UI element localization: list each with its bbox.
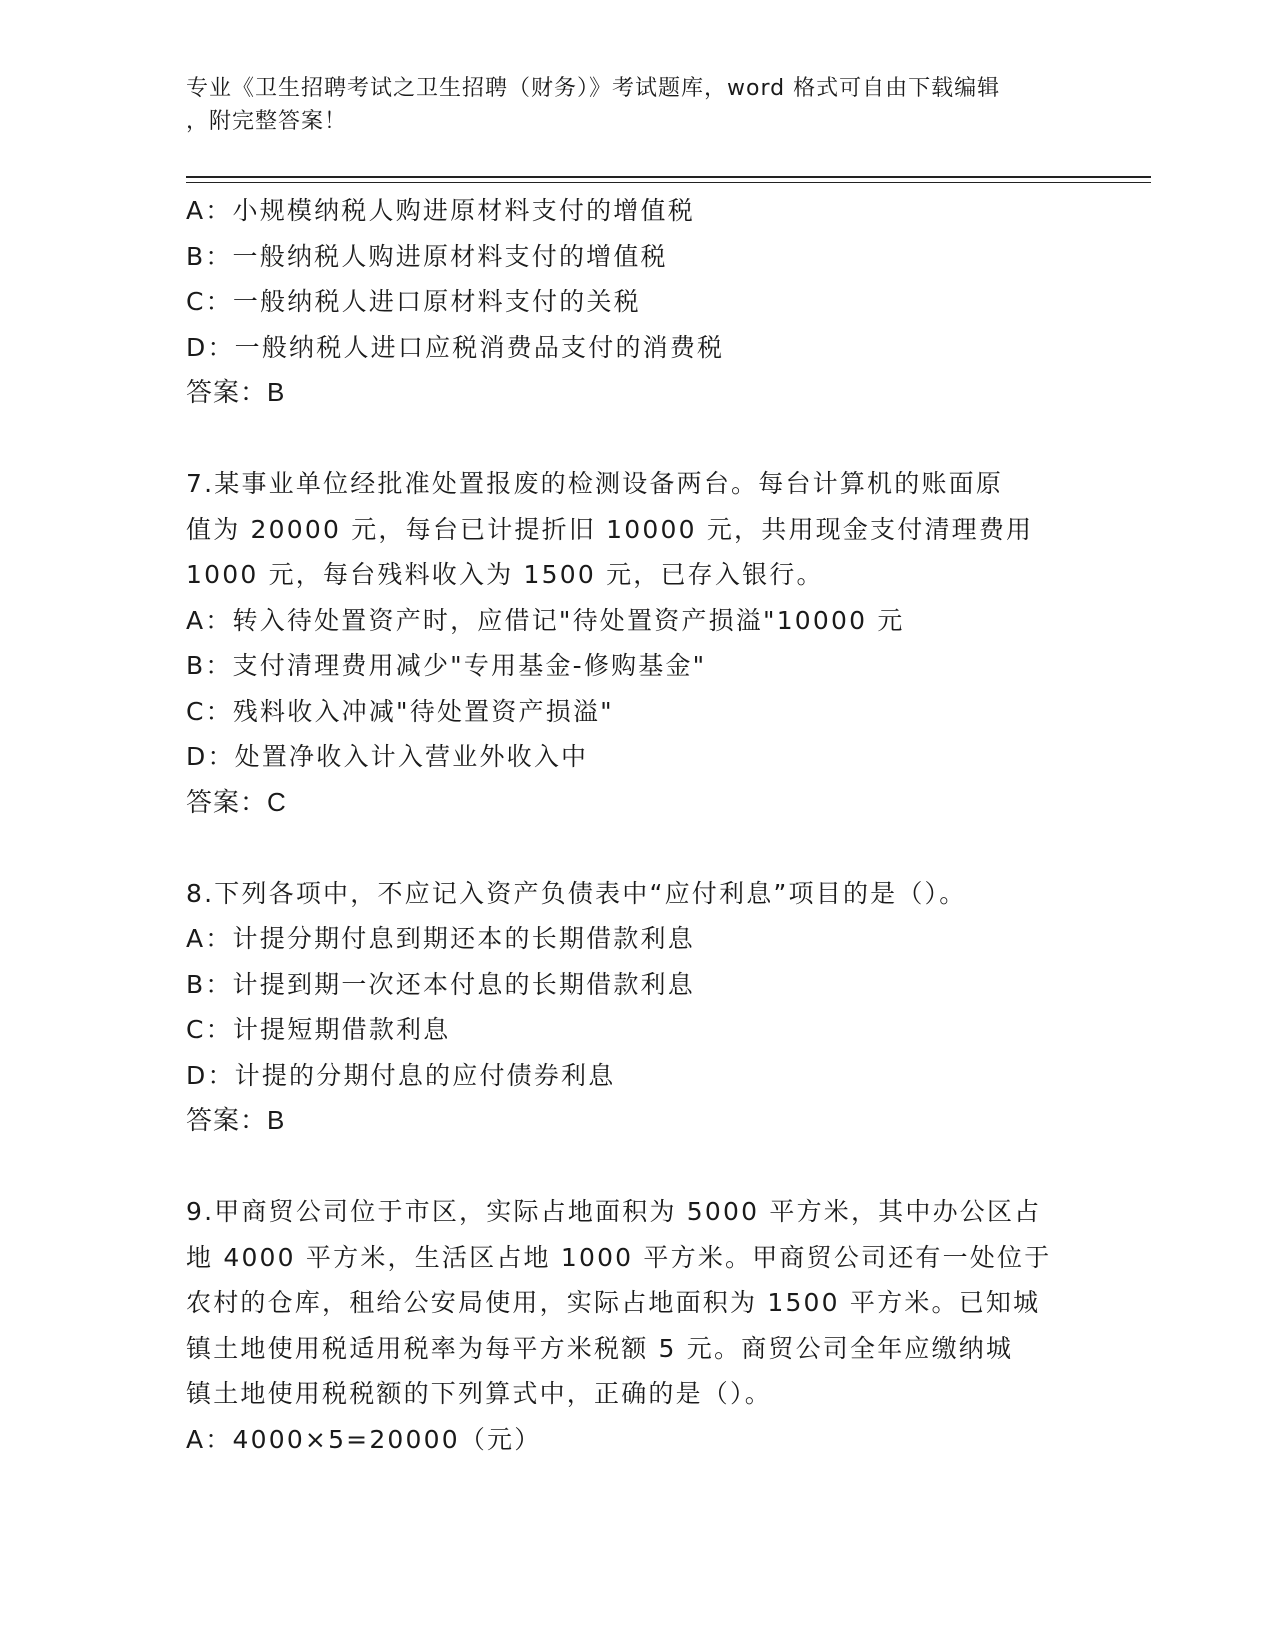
- option-a: A：计提分期付息到期还本的长期借款利息: [186, 924, 695, 953]
- header-line-2: ，附完整答案！: [186, 109, 348, 134]
- question-6-continued: [186, 188, 1066, 416]
- question-text-line: 农村的仓库，租给公安局使用，实际占地面积为 1500 平方米。已知城: [186, 1288, 1041, 1317]
- option-b: B：支付清理费用减少"专用基金-修购基金": [186, 651, 707, 680]
- option-d: D：一般纳税人进口应税消费品支付的消费税: [186, 332, 725, 362]
- header-divider-thick: [186, 176, 1151, 178]
- question-8: [186, 871, 1066, 1144]
- header-divider-thin: [186, 182, 1151, 183]
- option-c: C：残料收入冲减"待处置资产损溢": [186, 696, 614, 726]
- option-a: A：4000×5=20000（元）: [186, 1424, 542, 1454]
- header-line-1: 专业《卫生招聘考试之卫生招聘（财务）》考试题库，word 格式可自由下载编辑: [186, 76, 1001, 101]
- option-a: A：小规模纳税人购进原材料支付的增值税: [186, 196, 695, 225]
- spacer: [186, 1144, 1066, 1190]
- option-c: C：一般纳税人进口原材料支付的关税: [186, 287, 641, 316]
- option-c: C：计提短期借款利息: [186, 1015, 451, 1044]
- answer-line: 答案：B: [186, 377, 286, 407]
- option-d: D：处置净收入计入营业外收入中: [186, 742, 589, 771]
- question-text-line: 镇土地使用税适用税率为每平方米税额 5 元。商贸公司全年应缴纳城: [186, 1333, 1014, 1363]
- question-9: [186, 1189, 1066, 1462]
- question-text-line: 值为 20000 元，每台已计提折旧 10000 元，共用现金支付清理费用: [186, 514, 1034, 544]
- question-text-line: 8.下列各项中，不应记入资产负债表中“应付利息”项目的是（）。: [186, 878, 967, 908]
- spacer: [186, 416, 1066, 462]
- question-text-line: 地 4000 平方米，生活区占地 1000 平方米。甲商贸公司还有一处位于: [186, 1242, 1052, 1272]
- question-text-line: 镇土地使用税税额的下列算式中，正确的是（）。: [186, 1379, 772, 1408]
- option-b: B：一般纳税人购进原材料支付的增值税: [186, 241, 668, 271]
- question-text-line: 1000 元，每台残料收入为 1500 元，已存入银行。: [186, 560, 824, 589]
- question-text-line: 7.某事业单位经批准处置报废的检测设备两台。每台计算机的账面原: [186, 469, 1004, 498]
- document-header-note: [186, 72, 1086, 138]
- answer-line: 答案：C: [186, 786, 287, 817]
- spacer: [186, 825, 1066, 871]
- question-7: [186, 461, 1066, 825]
- option-a: A：转入待处置资产时，应借记"待处置资产损溢"10000 元: [186, 605, 905, 635]
- option-d: D：计提的分期付息的应付债券利息: [186, 1060, 616, 1090]
- question-list: [186, 188, 1066, 1462]
- answer-line: 答案：B: [186, 1105, 286, 1135]
- option-b: B：计提到期一次还本付息的长期借款利息: [186, 969, 695, 999]
- question-text-line: 9.甲商贸公司位于市区，实际占地面积为 5000 平方米，其中办公区占: [186, 1197, 1042, 1226]
